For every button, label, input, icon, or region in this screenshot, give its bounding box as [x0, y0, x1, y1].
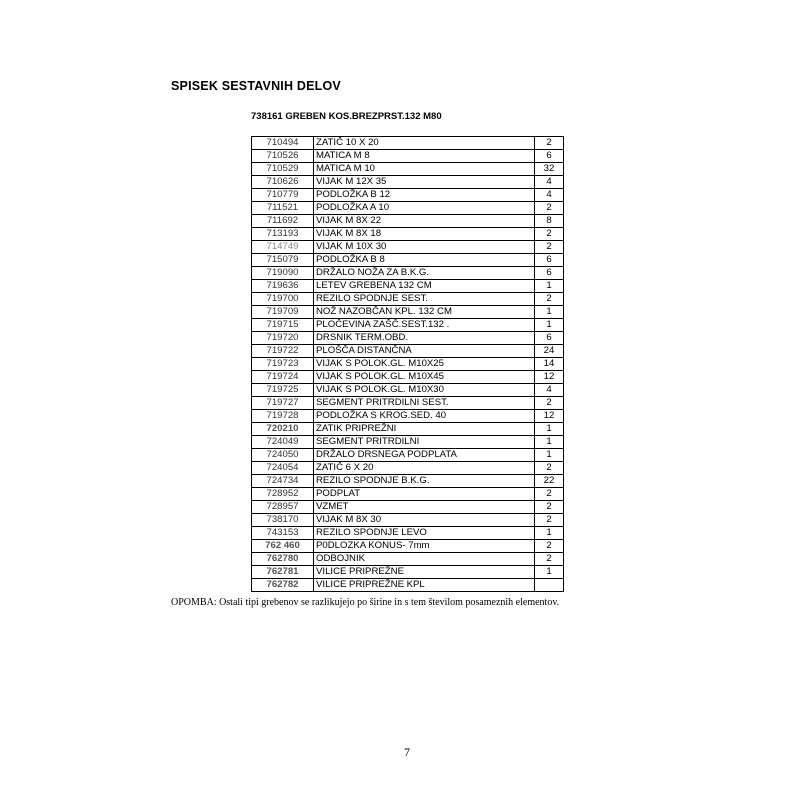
part-code-cell: 711692: [252, 215, 314, 228]
part-code-cell: 714749: [252, 241, 314, 254]
page-number: 7: [404, 745, 410, 759]
part-code-cell: 719727: [252, 397, 314, 410]
part-quantity-cell: 1: [535, 423, 564, 436]
table-row: [252, 241, 564, 254]
part-quantity-cell: 4: [535, 189, 564, 202]
part-code-cell: 719723: [252, 358, 314, 371]
part-quantity-cell: 6: [535, 332, 564, 345]
part-description-cell: VIJAK S POLOK.GL. M10X25: [314, 358, 535, 371]
part-code-cell: 710529: [252, 163, 314, 176]
part-code-cell: 719728: [252, 410, 314, 423]
part-quantity-cell: 1: [535, 436, 564, 449]
part-description-cell: PLOČEVINA ZAŠČ.SEST.132 .: [314, 319, 535, 332]
part-quantity-cell: 32: [535, 163, 564, 176]
part-description-cell: VIJAK S POLOK.GL. M10X45: [314, 371, 535, 384]
part-description-cell: MATICA M 8: [314, 150, 535, 163]
part-code-cell: 713193: [252, 228, 314, 241]
parts-table: [251, 136, 564, 592]
part-description-cell: ZATIK PRIPREŽNI: [314, 423, 535, 436]
table-row: [252, 358, 564, 371]
part-code-cell: 719636: [252, 280, 314, 293]
part-code-cell: 719700: [252, 293, 314, 306]
part-quantity-cell: [535, 579, 564, 592]
part-code-cell: 719720: [252, 332, 314, 345]
part-description-cell: SEGMENT PRITRDILNI: [314, 436, 535, 449]
part-quantity-cell: 1: [535, 566, 564, 579]
part-quantity-cell: 6: [535, 150, 564, 163]
part-description-cell: ZATIČ 10 X 20: [314, 137, 535, 150]
part-code-cell: 710494: [252, 137, 314, 150]
part-quantity-cell: 2: [535, 540, 564, 553]
part-quantity-cell: 2: [535, 514, 564, 527]
part-quantity-cell: 2: [535, 462, 564, 475]
table-row: [252, 579, 564, 592]
part-quantity-cell: 1: [535, 449, 564, 462]
part-quantity-cell: 2: [535, 553, 564, 566]
table-row: [252, 553, 564, 566]
table-row: [252, 306, 564, 319]
part-description-cell: NOŽ NAZOBČAN KPL. 132 CM: [314, 306, 535, 319]
part-quantity-cell: 12: [535, 410, 564, 423]
part-description-cell: DRŽALO DRSNEGA PODPLATA: [314, 449, 535, 462]
part-description-cell: ZATIČ 6 X 20: [314, 462, 535, 475]
table-row: [252, 150, 564, 163]
parts-table-body: [252, 137, 564, 592]
table-row: [252, 332, 564, 345]
part-quantity-cell: 2: [535, 501, 564, 514]
part-code-cell: 719725: [252, 384, 314, 397]
part-description-cell: LETEV GREBENA 132 CM: [314, 280, 535, 293]
table-row: [252, 475, 564, 488]
part-quantity-cell: 1: [535, 527, 564, 540]
table-row: [252, 371, 564, 384]
part-description-cell: MATICA M 10: [314, 163, 535, 176]
table-row: [252, 462, 564, 475]
table-row: [252, 319, 564, 332]
part-code-cell: 719715: [252, 319, 314, 332]
part-quantity-cell: 6: [535, 254, 564, 267]
part-description-cell: P0DLOZKA KONUS- 7mm: [314, 540, 535, 553]
part-code-cell: 719722: [252, 345, 314, 358]
table-row: [252, 228, 564, 241]
part-description-cell: PLOŠČA DISTANČNA: [314, 345, 535, 358]
part-code-cell: 710779: [252, 189, 314, 202]
part-code-cell: 710626: [252, 176, 314, 189]
part-quantity-cell: 2: [535, 202, 564, 215]
table-row: [252, 176, 564, 189]
part-quantity-cell: 22: [535, 475, 564, 488]
part-quantity-cell: 2: [535, 228, 564, 241]
table-row: [252, 280, 564, 293]
part-description-cell: VIJAK M 10X 30: [314, 241, 535, 254]
table-row: [252, 254, 564, 267]
table-row: [252, 410, 564, 423]
table-row: [252, 384, 564, 397]
part-quantity-cell: 2: [535, 397, 564, 410]
part-description-cell: VIJAK M 8X 22: [314, 215, 535, 228]
part-code-cell: 728952: [252, 488, 314, 501]
part-description-cell: PODPLAT: [314, 488, 535, 501]
part-quantity-cell: 1: [535, 306, 564, 319]
table-row: [252, 501, 564, 514]
table-row: [252, 423, 564, 436]
part-quantity-cell: 2: [535, 293, 564, 306]
table-row: [252, 527, 564, 540]
part-code-cell: 715079: [252, 254, 314, 267]
part-description-cell: ODBOJNIK: [314, 553, 535, 566]
part-code-cell: 738170: [252, 514, 314, 527]
part-description-cell: DRSNIK TERM.OBD.: [314, 332, 535, 345]
part-code-cell: 710526: [252, 150, 314, 163]
part-quantity-cell: 1: [535, 319, 564, 332]
part-description-cell: PODLOŽKA A 10: [314, 202, 535, 215]
table-row: [252, 514, 564, 527]
part-code-cell: 762781: [252, 566, 314, 579]
table-row: [252, 345, 564, 358]
part-description-cell: REZILO SPODNJE SEST.: [314, 293, 535, 306]
part-description-cell: VZMET: [314, 501, 535, 514]
assembly-title: 738161 GREBEN KOS.BREZPRST.132 M80: [251, 111, 442, 122]
part-description-cell: REZILO SPODNJE LEVO: [314, 527, 535, 540]
part-code-cell: 743153: [252, 527, 314, 540]
part-quantity-cell: 2: [535, 488, 564, 501]
part-code-cell: 762782: [252, 579, 314, 592]
part-quantity-cell: 12: [535, 371, 564, 384]
part-description-cell: PODLOŽKA B 12: [314, 189, 535, 202]
part-description-cell: VIJAK M 8X 30: [314, 514, 535, 527]
part-quantity-cell: 1: [535, 280, 564, 293]
footnote: OPOMBA: Ostali tipi grebenov se razlikujejo po širine in s tem številom posameznih elementov.: [171, 597, 560, 608]
table-row: [252, 540, 564, 553]
part-code-cell: 724734: [252, 475, 314, 488]
part-description-cell: VIJAK M 8X 18: [314, 228, 535, 241]
part-code-cell: 720210: [252, 423, 314, 436]
part-code-cell: 728957: [252, 501, 314, 514]
part-code-cell: 762780: [252, 553, 314, 566]
table-row: [252, 137, 564, 150]
table-row: [252, 397, 564, 410]
part-quantity-cell: 8: [535, 215, 564, 228]
table-row: [252, 202, 564, 215]
table-row: [252, 566, 564, 579]
part-code-cell: 724050: [252, 449, 314, 462]
part-code-cell: 719724: [252, 371, 314, 384]
part-description-cell: VIJAK S POLOK.GL. M10X30: [314, 384, 535, 397]
part-description-cell: REZILO SPODNJE B.K.G.: [314, 475, 535, 488]
table-row: [252, 436, 564, 449]
part-code-cell: 762 460: [252, 540, 314, 553]
part-description-cell: VILICE PRIPREŽNE KPL: [314, 579, 535, 592]
table-row: [252, 163, 564, 176]
part-quantity-cell: 6: [535, 267, 564, 280]
part-quantity-cell: 4: [535, 176, 564, 189]
part-description-cell: PODLOŽKA B 8: [314, 254, 535, 267]
part-code-cell: 711521: [252, 202, 314, 215]
table-row: [252, 293, 564, 306]
part-description-cell: VILICE PRIPREŽNE: [314, 566, 535, 579]
part-quantity-cell: 2: [535, 137, 564, 150]
part-description-cell: SEGMENT PRITRDILNI SEST.: [314, 397, 535, 410]
table-row: [252, 267, 564, 280]
part-description-cell: PODLOŽKA S KROG.SED. 40: [314, 410, 535, 423]
page-title: SPISEK SESTAVNIH DELOV: [171, 79, 341, 93]
table-row: [252, 449, 564, 462]
table-row: [252, 189, 564, 202]
part-quantity-cell: 24: [535, 345, 564, 358]
part-code-cell: 724054: [252, 462, 314, 475]
table-row: [252, 215, 564, 228]
part-quantity-cell: 2: [535, 241, 564, 254]
part-code-cell: 724049: [252, 436, 314, 449]
part-code-cell: 719090: [252, 267, 314, 280]
table-row: [252, 488, 564, 501]
part-code-cell: 719709: [252, 306, 314, 319]
part-description-cell: VIJAK M 12X 35: [314, 176, 535, 189]
part-quantity-cell: 14: [535, 358, 564, 371]
part-quantity-cell: 4: [535, 384, 564, 397]
part-description-cell: DRŽALO NOŽA ZA B.K.G.: [314, 267, 535, 280]
